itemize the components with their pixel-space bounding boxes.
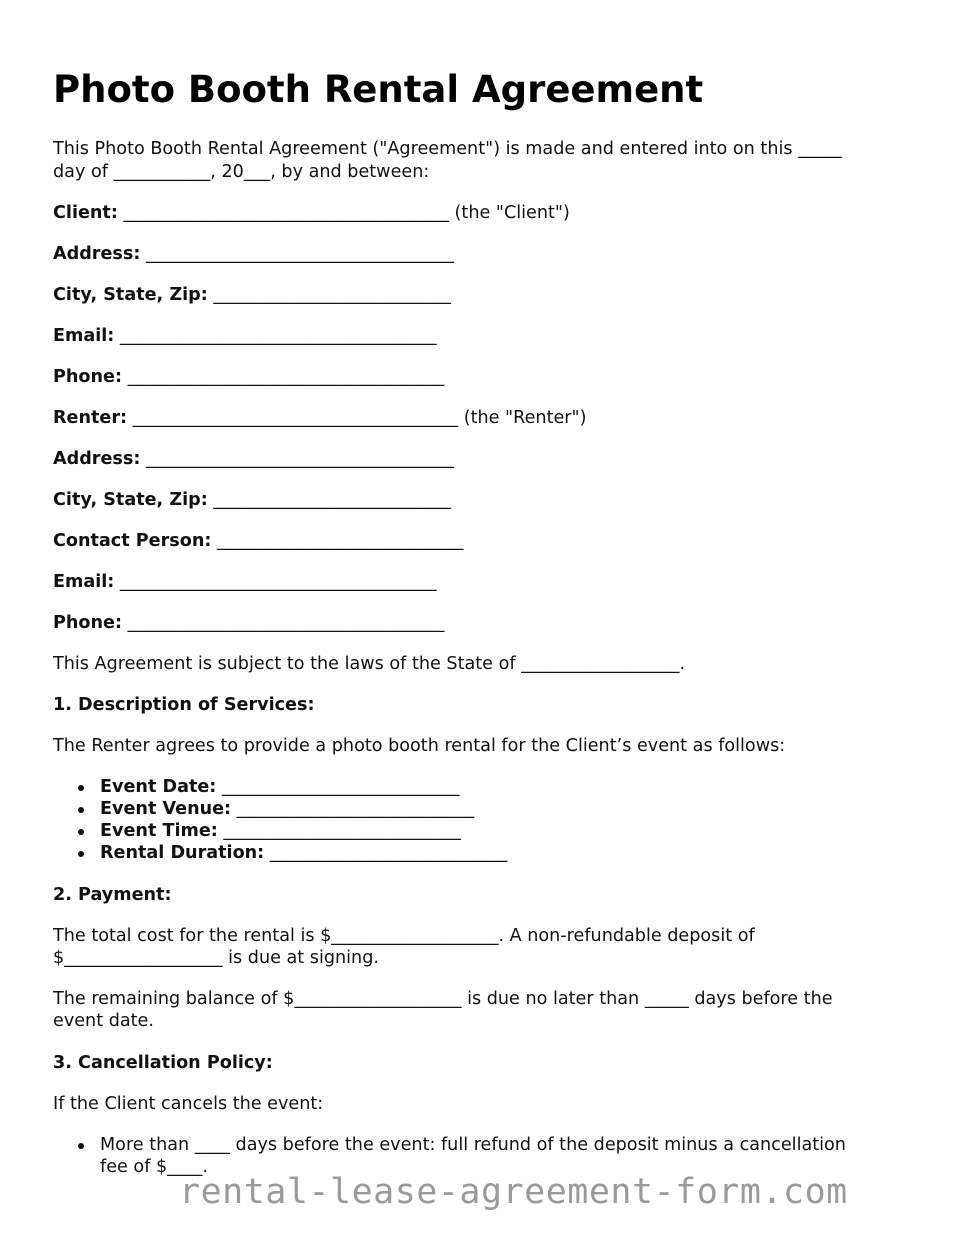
client-city-blank: ___________________________ bbox=[207, 285, 451, 305]
renter-address-blank: ___________________________________ bbox=[140, 449, 454, 469]
client-address-blank: ___________________________________ bbox=[140, 244, 454, 264]
payment-para-2-line-2: event date. bbox=[53, 1011, 154, 1031]
client-phone-blank: ____________________________________ bbox=[122, 367, 445, 387]
renter-phone-blank: ____________________________________ bbox=[122, 613, 445, 633]
client-city-label: City, State, Zip: bbox=[53, 285, 208, 305]
client-name-blank: _____________________________________ (the "Client") bbox=[117, 203, 570, 223]
renter-name-field bbox=[53, 407, 586, 430]
event-venue-label: Event Venue: bbox=[100, 799, 232, 819]
event-date-label: Event Date: bbox=[100, 777, 217, 797]
payment-para-2-line-1: The remaining balance of $___________________ is due no later than _____ days before the bbox=[53, 989, 833, 1009]
rental-duration-item bbox=[100, 842, 507, 865]
renter-name-blank: _____________________________________ (the "Renter") bbox=[127, 408, 587, 428]
section-3-text: If the Client cancels the event: bbox=[53, 1094, 324, 1114]
renter-name-label: Renter: bbox=[53, 408, 128, 428]
event-time-item bbox=[100, 820, 461, 843]
client-phone-label: Phone: bbox=[53, 367, 123, 387]
watermark: rental-lease-agreement-form.com bbox=[179, 1172, 848, 1212]
payment-para-1-line-2: $__________________ is due at signing. bbox=[53, 948, 379, 968]
renter-email-blank: ____________________________________ bbox=[114, 572, 437, 592]
intro-line-2: day of ___________, 20___, by and between: bbox=[53, 162, 430, 182]
client-email-blank: ____________________________________ bbox=[114, 326, 437, 346]
client-address-label: Address: bbox=[53, 244, 141, 264]
cancellation-bullet-line-2: fee of $____. bbox=[100, 1157, 208, 1177]
renter-phone-field bbox=[53, 612, 444, 635]
renter-phone-label: Phone: bbox=[53, 613, 123, 633]
renter-address-label: Address: bbox=[53, 449, 141, 469]
intro-line-1: This Photo Booth Rental Agreement ("Agreement") is made and entered into on this _____ bbox=[53, 139, 843, 159]
renter-email-label: Email: bbox=[53, 572, 115, 592]
renter-contact-label: Contact Person: bbox=[53, 531, 212, 551]
payment-para-1-line-1: The total cost for the rental is $___________________. A non-refundable deposit of bbox=[53, 926, 755, 946]
event-venue-blank: ___________________________ bbox=[231, 799, 475, 819]
client-city-field bbox=[53, 284, 451, 307]
event-date-item bbox=[100, 776, 459, 799]
client-name-field bbox=[53, 202, 570, 225]
section-3-heading: 3. Cancellation Policy: bbox=[53, 1053, 273, 1073]
governing-law-text: This Agreement is subject to the laws of the State of __________________. bbox=[53, 654, 686, 674]
renter-contact-blank: ____________________________ bbox=[211, 531, 464, 551]
page-title: Photo Booth Rental Agreement bbox=[53, 68, 704, 111]
event-date-blank: ___________________________ bbox=[216, 777, 460, 797]
client-address-field bbox=[53, 243, 454, 266]
client-name-label: Client: bbox=[53, 203, 118, 223]
cancellation-bullet-line-1: More than ____ days before the event: full refund of the deposit minus a cancellation bbox=[100, 1135, 846, 1155]
rental-duration-blank: ___________________________ bbox=[264, 843, 508, 863]
renter-contact-field bbox=[53, 530, 463, 553]
renter-city-blank: ___________________________ bbox=[207, 490, 451, 510]
renter-city-field bbox=[53, 489, 451, 512]
section-1-text: The Renter agrees to provide a photo booth rental for the Client’s event as follows: bbox=[53, 736, 786, 756]
section-1-heading: 1. Description of Services: bbox=[53, 695, 315, 715]
renter-address-field bbox=[53, 448, 454, 471]
event-venue-item bbox=[100, 798, 474, 821]
renter-email-field bbox=[53, 571, 437, 594]
event-time-blank: ___________________________ bbox=[217, 821, 461, 841]
rental-duration-label: Rental Duration: bbox=[100, 843, 265, 863]
renter-city-label: City, State, Zip: bbox=[53, 490, 208, 510]
section-2-heading: 2. Payment: bbox=[53, 885, 172, 905]
client-phone-field bbox=[53, 366, 444, 389]
client-email-field bbox=[53, 325, 437, 348]
client-email-label: Email: bbox=[53, 326, 115, 346]
event-time-label: Event Time: bbox=[100, 821, 218, 841]
